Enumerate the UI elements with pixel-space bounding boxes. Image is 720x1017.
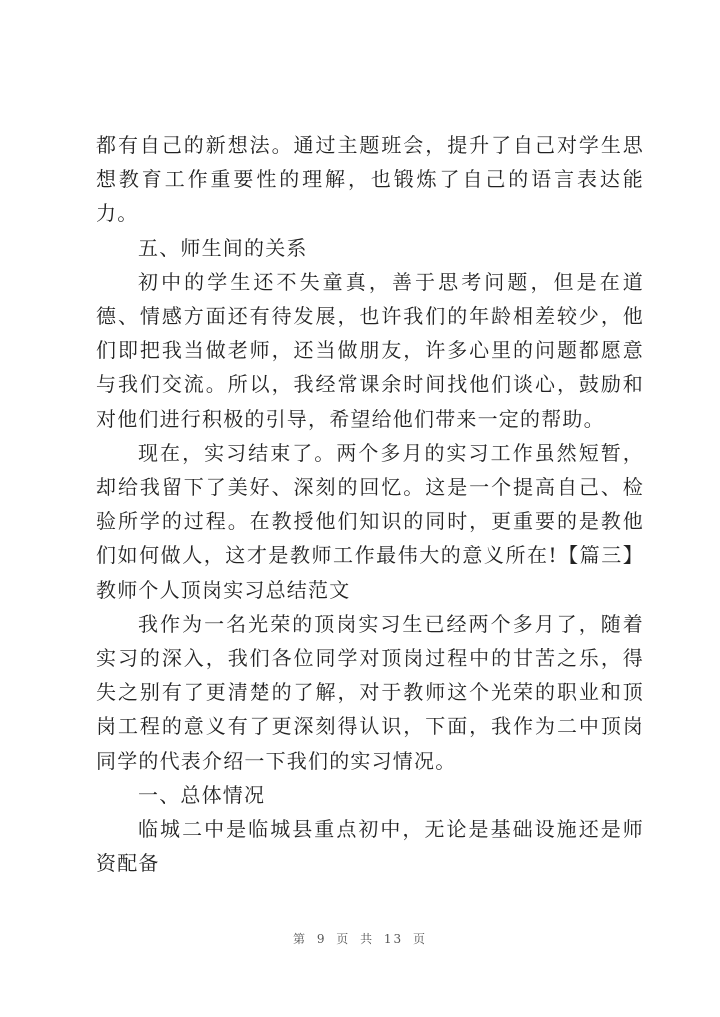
page-number-footer: 第 9 页 共 13 页: [293, 932, 427, 946]
paragraph-4: 我作为一名光荣的顶岗实习生已经两个多月了，随着实习的深入，我们各位同学对顶岗过程中的甘苦之乐，得失之别有了更清楚的了解，对于教师这个光荣的职业和顶岗工程的意义有了更深刻得认识，下面，我作为二中顶岗同学的代表介绍一下我们的实习情况。: [96, 611, 644, 773]
section-heading-1: 一、总体情况: [138, 782, 266, 807]
section-heading-5: 五、师生间的关系: [138, 235, 308, 260]
paragraph-5: 临城二中是临城县重点初中，无论是基础设施还是师资配备: [96, 817, 644, 876]
paragraph-3: 现在，实习结束了。两个多月的实习工作虽然短暂，却给我留下了美好、深刻的回忆。这是一个提高自己、检验所学的过程。在教授他们知识的同时，更重要的是教他们如何做人，这才是教师工作最伟大的意义所在!【篇三】教师个人顶岗实习总结范文: [96, 440, 644, 602]
body-text: [96, 128, 644, 880]
paragraph-1: 都有自己的新想法。通过主题班会，提升了自己对学生思想教育工作重要性的理解，也锻炼了自己的语言表达能力。: [96, 133, 644, 226]
paragraph-2: 初中的学生还不失童真，善于思考问题，但是在道德、情感方面还有待发展，也许我们的年龄相差较少，他们即把我当做老师，还当做朋友，许多心里的问题都愿意与我们交流。所以，我经常课余时间找他们谈心，鼓励和对他们进行积极的引导，希望给他们带来一定的帮助。: [96, 269, 644, 431]
